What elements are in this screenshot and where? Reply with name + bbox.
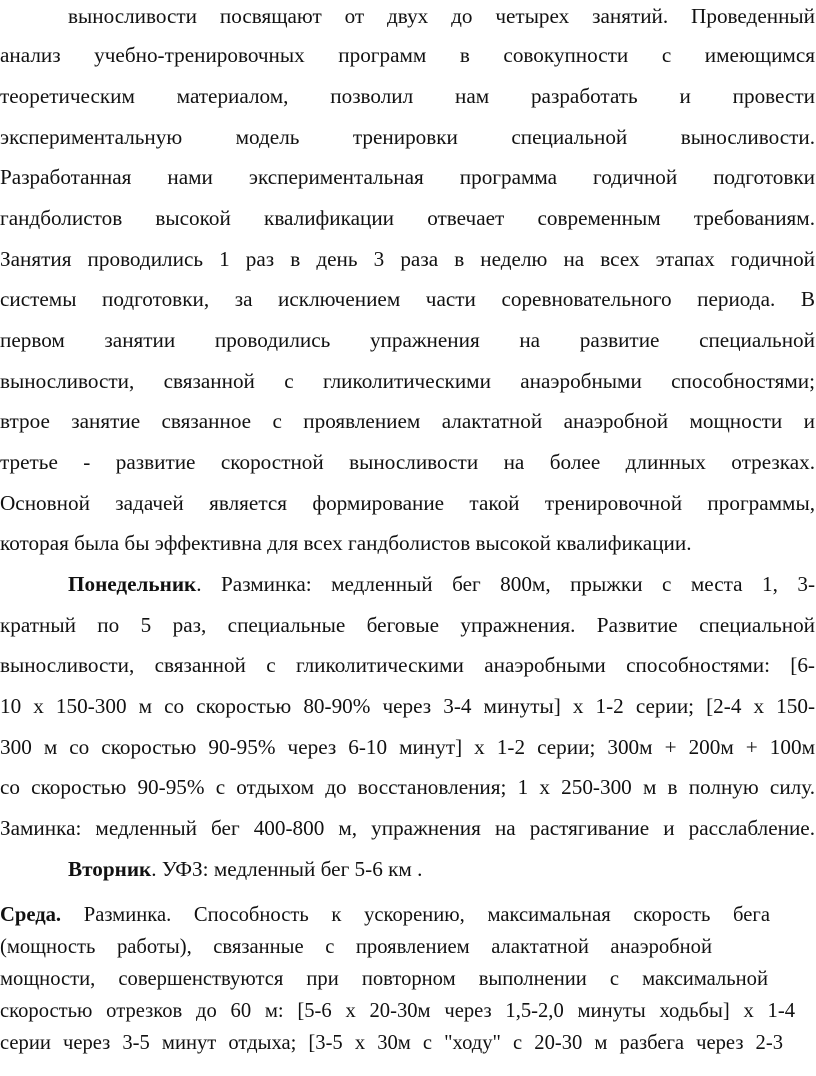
wednesday-intro: Разминка. Способность к ускорению, максимальная скорость бега	[61, 904, 770, 926]
text-line: Заминка: медленный бег 400-800 м, упражнения на растягивание и расслабление.	[0, 816, 815, 840]
text-line: втрое занятие связанное с проявлением алактатной анаэробной мощности и	[0, 409, 815, 433]
text-line: гандболистов высокой квалификации отвечает современным требованиям.	[0, 206, 815, 230]
text-line: выносливости, связанной с гликолитическими анаэробными способностями: [6-	[0, 653, 815, 677]
monday-intro: . Разминка: медленный бег 800м, прыжки с места 1, 3-	[196, 572, 815, 596]
text-line: 300 м со скоростью 90-95% через 6-10 минут] х 1-2 серии; 300м + 200м + 100м	[0, 735, 815, 759]
text-line: анализ учебно-тренировочных программ в совокупности с имеющимся	[0, 43, 815, 67]
text-line: со скоростью 90-95% с отдыхом до восстановления; 1 х 250-300 м в полную силу.	[0, 775, 815, 799]
text-line: первом занятии проводились упражнения на развитие специальной	[0, 328, 815, 352]
text-line: выносливости посвящают от двух до четырех занятий. Проведенный	[68, 4, 815, 28]
text-line: мощности, совершенствуются при повторном выполнении с максимальной	[0, 968, 768, 990]
text-line: экспериментальную модель тренировки специальной выносливости.	[0, 125, 815, 149]
text-line: (мощность работы), связанные с проявлением алактатной анаэробной	[0, 936, 712, 958]
text-line: Занятия проводились 1 раз в день 3 раза в неделю на всех этапах годичной	[0, 247, 815, 271]
text-line: серии через 3-5 минут отдыха; [3-5 х 30м с "ходу" с 20-30 м разбега через 2-3	[0, 1032, 783, 1054]
text-line: кратный по 5 раз, специальные беговые упражнения. Развитие специальной	[0, 613, 815, 637]
tuesday-paragraph	[68, 859, 815, 880]
text-line: Основной задачей является формирование такой тренировочной программы,	[0, 491, 815, 515]
text-line: теоретическим материалом, позволил нам разработать и провести	[0, 84, 815, 108]
text-line	[0, 905, 770, 926]
text-line: Разработанная нами экспериментальная программа годичной подготовки	[0, 165, 815, 189]
text-line: системы подготовки, за исключением части соревновательного периода. В	[0, 287, 815, 311]
text-line: выносливости, связанной с гликолитическими анаэробными способностями;	[0, 369, 815, 393]
tuesday-text: . УФЗ: медленный бег 5-6 км .	[151, 857, 423, 881]
monday-heading: Понедельник	[68, 572, 197, 596]
text-line: 10 х 150-300 м со скоростью 80-90% через 3-4 минуты] х 1-2 серии; [2-4 х 150-	[0, 694, 815, 718]
wednesday-heading: Среда.	[0, 904, 62, 926]
tuesday-heading: Вторник	[68, 857, 152, 881]
text-line: третье - развитие скоростной выносливости на более длинных отрезках.	[0, 450, 815, 474]
text-line: скоростью отрезков до 60 м: [5-6 х 20-30м через 1,5-2,0 минуты ходьбы] х 1-4	[0, 1000, 795, 1022]
text-line	[68, 574, 815, 595]
text-line: которая была бы эффективна для всех гандболистов высокой квалификации.	[0, 531, 692, 555]
